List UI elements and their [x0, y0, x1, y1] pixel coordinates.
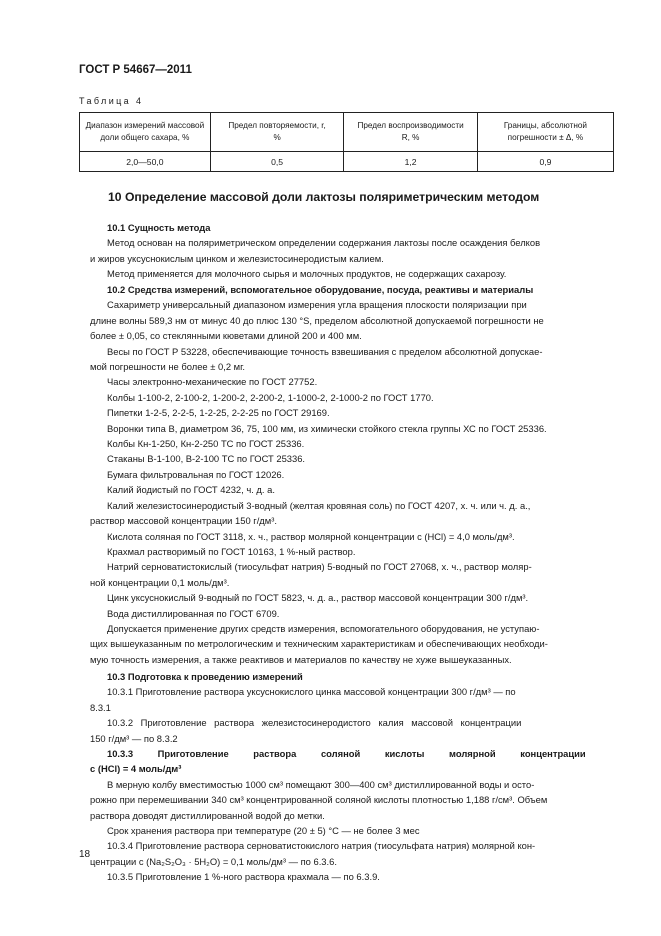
table-header-cell: Предел повторяемости, r, %	[210, 113, 344, 152]
table-header-cell: Границы, абсолютной погрешности ± Δ, %	[477, 113, 613, 152]
table-4	[79, 112, 614, 172]
text-line: Крахмал растворимый по ГОСТ 10163, 1 %-ный раствор.	[107, 545, 356, 557]
text-line: Калий железистосинеродистый 3-водный (желтая кровяная соль) по ГОСТ 4207, х. ч. или ч. д. а.,	[107, 499, 531, 511]
text-line: ной концентрации 0,1 моль/дм³.	[90, 576, 230, 588]
text-line: щих вышеуказанным по метрологическим и техническим характеристикам и обеспечивающих необходи-	[90, 638, 548, 650]
text-line: Метод применяется для молочного сырья и молочных продуктов, не содержащих сахарозу.	[107, 268, 507, 280]
text-line: мую точность измерения, а также реактивов и материалов по качеству не хуже вышеуказанных.	[90, 653, 512, 665]
text-line: 8.3.1	[90, 701, 111, 713]
text-line: Воронки типа В, диаметром 36, 75, 100 мм, из химически стойкого стекла группы ХС по ГОСТ 25336.	[107, 422, 547, 434]
standard-header: ГОСТ Р 54667—2011	[79, 64, 192, 76]
text-line: 150 г/дм³ — по 8.3.2	[90, 732, 178, 744]
text-line: длине волны 589,3 нм от минус 40 до плюс 130 °S, пределом абсолютной допускаемой погрешности не	[90, 314, 544, 326]
text-line: рожно при перемешивании 340 см³ концентрированной соляной кислоты плотностью 1,188 г/см³. Объем	[90, 794, 548, 806]
table-header-cell: Предел воспроизводимости R, %	[344, 113, 478, 152]
text-line: более ± 0,05, со стеклянными кюветами длиной 200 и 400 мм.	[90, 330, 362, 342]
text-line: Вода дистиллированная по ГОСТ 6709.	[107, 607, 280, 619]
text-line: Натрий серноватистокислый (тиосульфат натрия) 5-водный по ГОСТ 27068, х. ч., раствор моляр-	[107, 561, 532, 573]
table-header-cell: Диапазон измерений массовой доли общего сахара, %	[80, 113, 211, 152]
text-line: Стаканы В-1-100, В-2-100 ТС по ГОСТ 25336.	[107, 453, 306, 465]
text-line: Калий йодистый по ГОСТ 4232, ч. д. а.	[107, 484, 275, 496]
table-cell: 2,0—50,0	[80, 152, 211, 172]
section-10-1	[90, 220, 610, 282]
text-line: Срок хранения раствора при температуре (20 ± 5) °С — не более 3 мес	[107, 825, 420, 837]
table-header-row	[80, 113, 614, 152]
text-line: и жиров уксуснокислым цинком и железистосинеродистым калием.	[90, 252, 384, 264]
subsection-title: 10.3 Подготовка к проведению измерений	[107, 671, 303, 682]
text-line: Колбы 1-100-2, 2-100-2, 1-200-2, 2-200-2, 1-1000-2, 2-1000-2 по ГОСТ 1770.	[107, 391, 434, 403]
text-line: центрации с (Na₂S₂O₃ · 5H₂O) = 0,1 моль/дм³ — по 6.3.6.	[90, 855, 337, 867]
page-number: 18	[79, 849, 91, 860]
text-line: Сахариметр универсальный диапазоном измерения угла вращения плоскости поляризации при	[107, 299, 527, 311]
text-line: 10.3.4 Приготовление раствора серноватистокислого натрия (тиосульфата натрия) молярной кон-	[107, 840, 536, 852]
section-10-2	[90, 282, 610, 667]
text-line: Допускается применение других средств измерения, вспомогательного оборудования, не уступаю-	[107, 622, 540, 634]
text-line: раствор массовой концентрации 150 г/дм³.	[90, 515, 277, 527]
text-line: Пипетки 1-2-5, 2-2-5, 1-2-25, 2-2-25 по ГОСТ 29169.	[107, 407, 330, 419]
text-line: Цинк уксуснокислый 9-водный по ГОСТ 5823, ч. д. а., раствор массовой концентрации 300 г/дм³.	[107, 592, 529, 604]
text-line: Бумага фильтровальная по ГОСТ 12026.	[107, 468, 285, 480]
text-line: 10.3.5 Приготовление 1 %-ного раствора крахмала — по 6.3.9.	[107, 871, 380, 883]
table-cell: 0,9	[477, 152, 613, 172]
table-cell: 0,5	[210, 152, 344, 172]
text-line: Колбы Кн-1-250, Кн-2-250 ТС по ГОСТ 25336.	[107, 438, 305, 450]
table-row	[80, 152, 614, 172]
table-caption: Таблица 4	[79, 96, 144, 106]
subsection-title: 10.2 Средства измерений, вспомогательное оборудование, посуда, реактивы и материалы	[107, 284, 534, 295]
text-line: Метод основан на поляриметрическом определении содержания лактозы после осаждения белков	[107, 237, 541, 249]
section-10-title: 10 Определение массовой доли лактозы поляриметрическим методом	[108, 190, 540, 204]
text-line: Кислота соляная по ГОСТ 3118, х. ч., раствор молярной концентрации с (HCl) = 4,0 моль/дм³.	[107, 530, 515, 542]
subsection-title: 10.1 Сущность метода	[107, 222, 211, 233]
text-line: 10.3.3 Приготовление раствора соляной кислоты молярной концентрации	[107, 748, 586, 760]
text-line: В мерную колбу вместимостью 1000 см³ помещают 300—400 см³ дистиллированной воды и осто-	[107, 778, 535, 790]
text-line: 10.3.2 Приготовление раствора железистосинеродистого калия массовой концентрации	[107, 717, 522, 729]
text-line: 10.3.1 Приготовление раствора уксуснокислого цинка массовой концентрации 300 г/дм³ — по	[107, 686, 516, 698]
text-line: мой погрешности не более ± 0,2 мг.	[90, 361, 245, 373]
table-cell: 1,2	[344, 152, 478, 172]
text-line: Весы по ГОСТ Р 53228, обеспечивающие точность взвешивания с пределом абсолютной допускае-	[107, 345, 543, 357]
text-line: Часы электронно-механические по ГОСТ 27752.	[107, 376, 318, 388]
text-line: раствора доводят дистиллированной водой до метки.	[90, 809, 325, 821]
text-line: с (HCl) = 4 моль/дм³	[90, 763, 182, 775]
section-10-3	[90, 669, 610, 885]
